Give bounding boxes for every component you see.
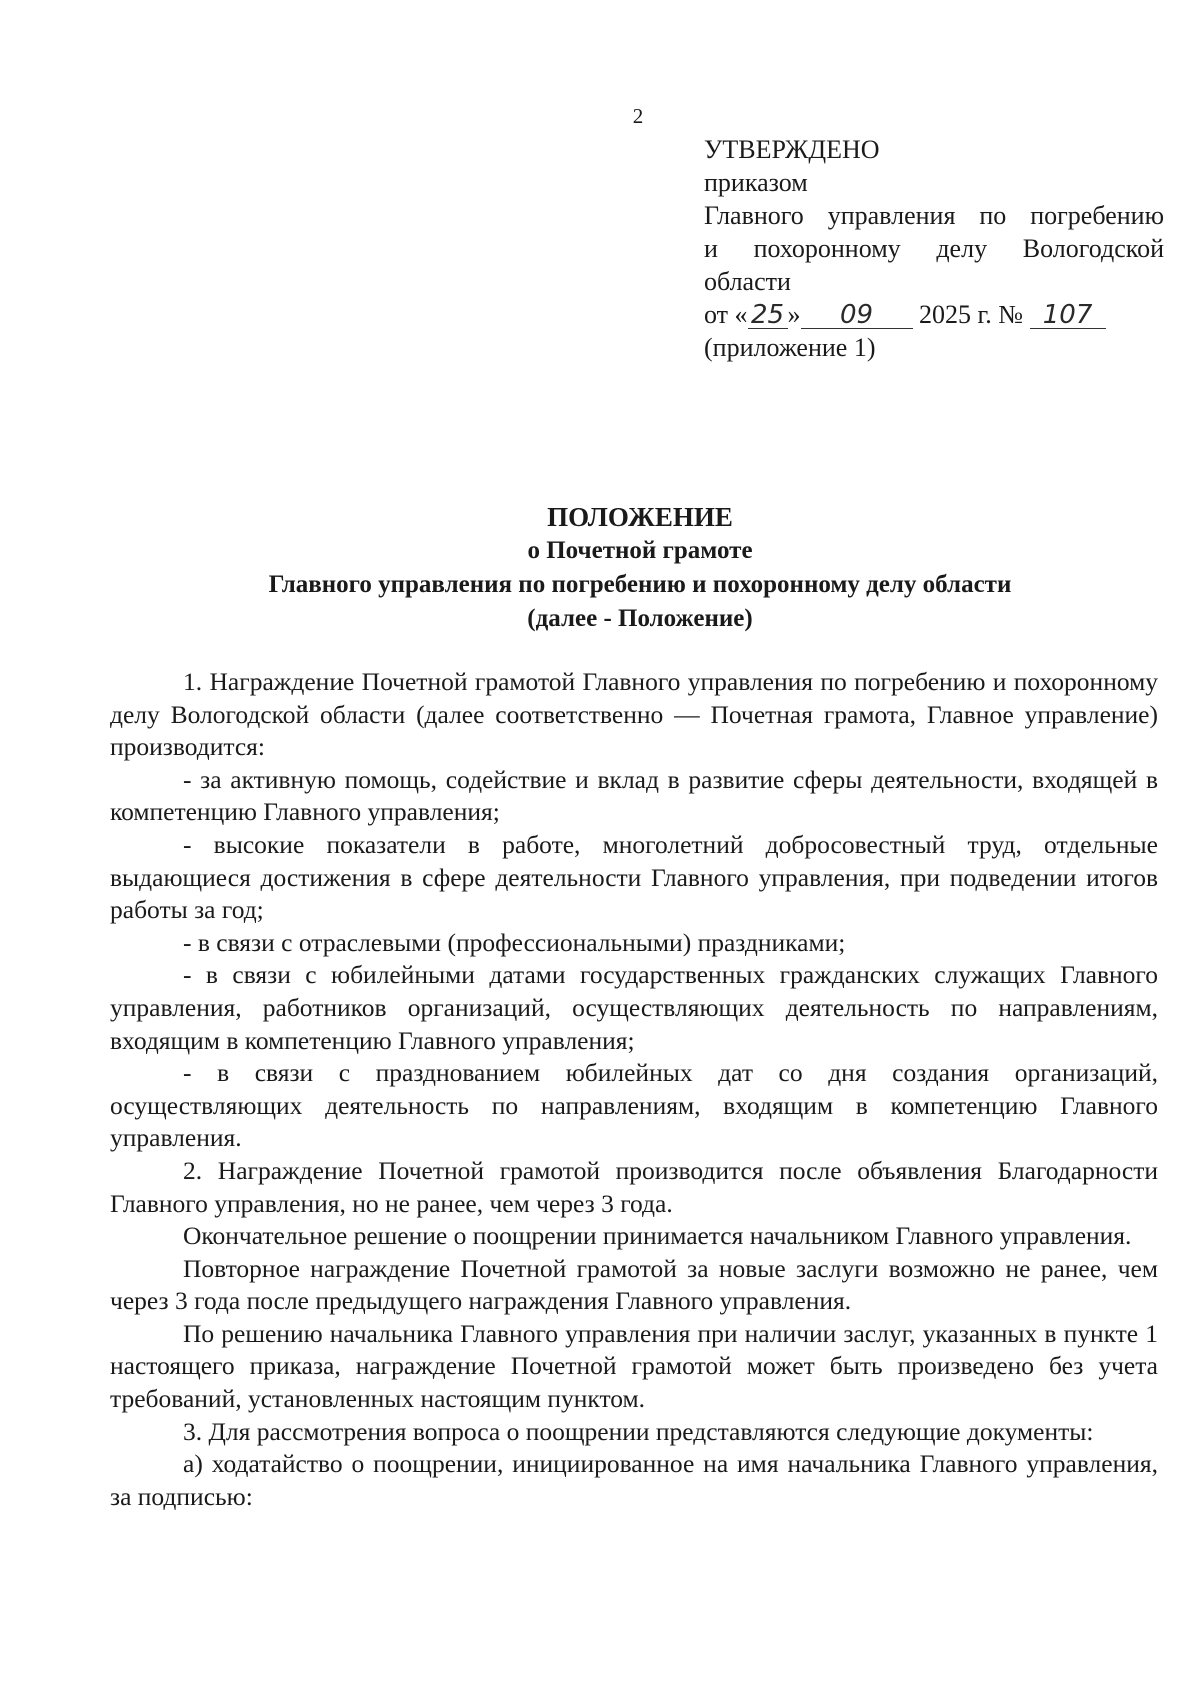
document-subtitle-line3: (далее - Положение)	[527, 605, 753, 632]
approval-stamp-block	[704, 133, 1164, 364]
document-subtitle-line1: о Почетной грамоте	[527, 537, 753, 564]
date-quote-close: »	[787, 300, 801, 329]
approval-heading: УТВЕРЖДЕНО	[704, 135, 880, 164]
date-day-field	[748, 302, 788, 329]
document-title-block	[0, 500, 1200, 636]
paragraph: 1. Награждение Почетной грамотой Главного управления по погребению и похоронному делу Вологодской области (далее соответственно — Почетная грамота, Главное управление) производится:	[110, 667, 1158, 762]
date-prefix: от «	[704, 300, 748, 329]
date-day-handwritten: 25	[750, 300, 785, 330]
document-body	[110, 666, 1158, 1513]
approval-order-label: приказом	[704, 168, 808, 197]
paragraph: 2. Награждение Почетной грамотой производится после объявления Благодарности Главного управления, но не ранее, чем через 3 года.	[110, 1155, 1158, 1218]
paragraph: Окончательное решение о поощрении принимается начальником Главного управления.	[183, 1221, 1132, 1251]
date-month-handwritten: 09	[839, 300, 874, 330]
paragraph: - в связи с отраслевыми (профессиональными) праздниками;	[183, 927, 846, 957]
order-number-field	[1030, 302, 1106, 329]
approval-issuer-line3: области	[704, 267, 791, 296]
date-year-label: 2025 г. №	[919, 300, 1024, 329]
paragraph: а) ходатайство о поощрении, инициированное на имя начальника Главного управления, за подписью:	[110, 1449, 1158, 1511]
document-subtitle-line2: Главного управления по погребению и похоронному делу области	[268, 571, 1012, 598]
approval-appendix-note: (приложение 1)	[704, 333, 876, 362]
page-number: 2	[632, 104, 644, 128]
paragraph: Повторное награждение Почетной грамотой за новые заслуги возможно не ранее, чем через 3 года после предыдущего награждения Главного управления.	[110, 1253, 1158, 1316]
document-title: ПОЛОЖЕНИЕ	[547, 502, 733, 532]
paragraph: - высокие показатели в работе, многолетний добросовестный труд, отдельные выдающиеся достижения в сфере деятельности Главного управления, при подведении итогов работы за год;	[110, 829, 1158, 925]
date-month-field	[801, 302, 913, 329]
paragraph: - за активную помощь, содействие и вклад в развитие сферы деятельности, входящей в компетенцию Главного управления;	[110, 764, 1158, 827]
paragraph: - в связи с юбилейными датами государственных гражданских служащих Главного управления, работников организаций, осуществляющих деятельность по направлениям, входящим в компетенцию Главного управления;	[110, 960, 1158, 1055]
approval-issuer-line1: Главного управления по погребению	[704, 201, 1164, 230]
paragraph: 3. Для рассмотрения вопроса о поощрении представляются следующие документы:	[183, 1416, 1094, 1446]
paragraph: По решению начальника Главного управления при наличии заслуг, указанных в пункте 1 настоящего приказа, награждение Почетной грамотой может быть произведено без учета требований, установленных настоящим пунктом.	[110, 1318, 1158, 1414]
approval-date-line	[704, 298, 1164, 331]
order-number-handwritten: 107	[1042, 300, 1093, 330]
approval-issuer-line2: и похоронному делу Вологодской	[704, 234, 1164, 263]
paragraph: - в связи с празднованием юбилейных дат со дня создания организаций, осуществляющих деятельность по направлениям, входящим в компетенцию Главного управления.	[110, 1058, 1158, 1153]
